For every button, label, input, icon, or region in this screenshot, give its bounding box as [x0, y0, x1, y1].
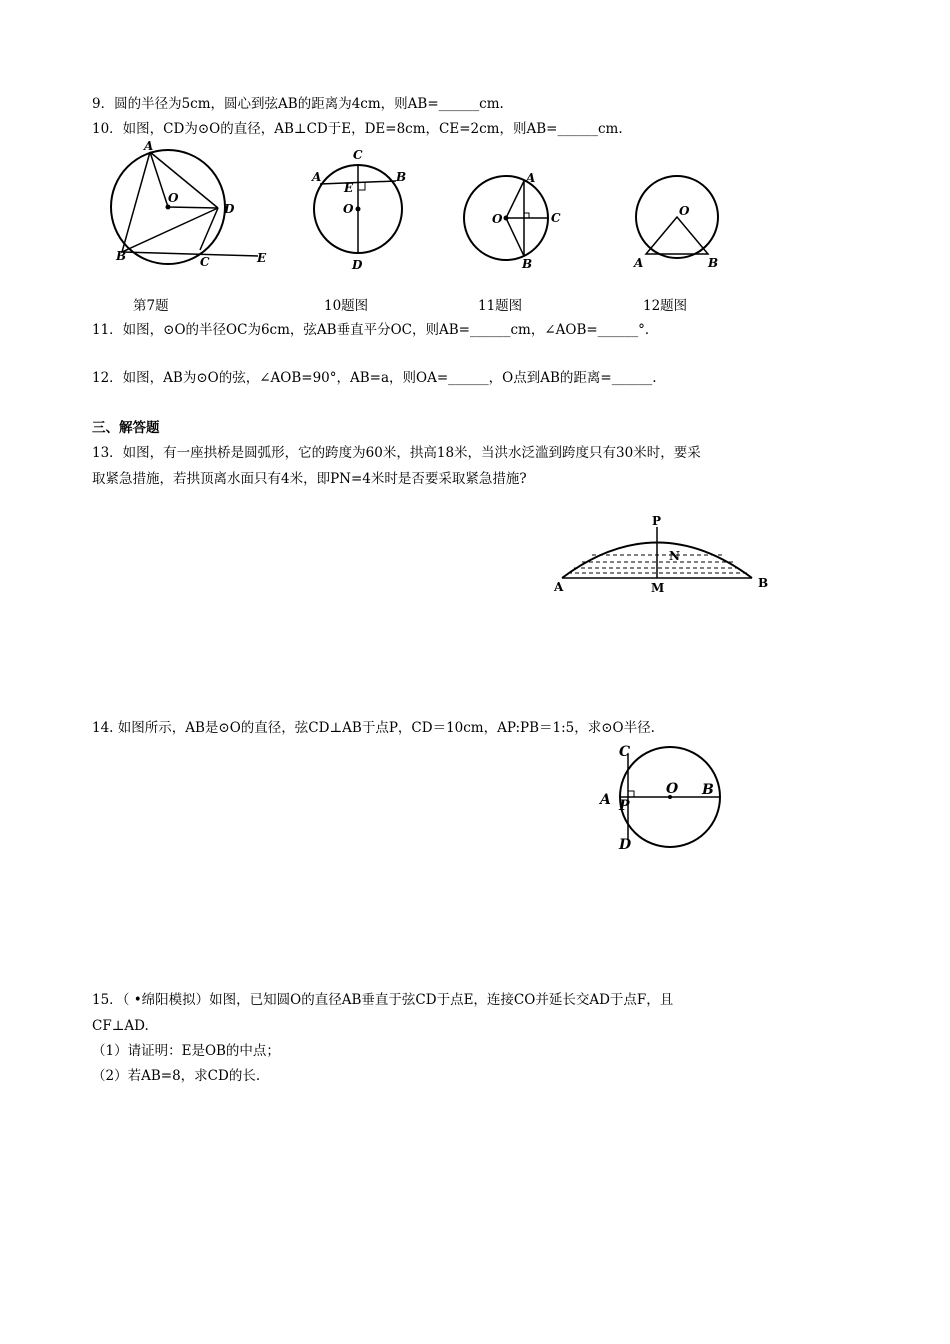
question-14: 14. 如图所示，AB是⊙O的直径，弦CD⊥AB于点P，CD＝10cm，AP:PB＝1:5，求⊙O半径. [92, 720, 655, 736]
fig13-label-m: M [651, 581, 665, 595]
fig10-label-o: O [343, 202, 354, 216]
figure-12 [628, 175, 728, 275]
fig13-label-a: A [554, 580, 564, 594]
fig13-label-p: P [652, 514, 662, 528]
question-13-line2: 取紧急措施，若拱顶离水面只有4米，即PN=4米时是否要采取紧急措施? [92, 471, 527, 487]
question-9: 9．圆的半径为5cm，圆心到弦AB的距离为4cm，则AB=______cm. [92, 96, 504, 112]
fig11-label-b: B [522, 257, 533, 271]
fig14-label-p: P [619, 798, 630, 814]
fig11-label-a: A [526, 171, 536, 185]
fig13-label-n: N [669, 549, 680, 563]
fig7-label-b: B [116, 249, 127, 263]
section-heading-answers: 三、解答题 [92, 420, 160, 436]
caption-fig7: 第7题 [133, 298, 169, 314]
question-15-part1: （1）请证明：E是OB的中点； [92, 1043, 280, 1059]
fig14-label-c: C [619, 744, 631, 760]
question-12: 12．如图，AB为⊙O的弦，∠AOB=90°，AB=a，则OA=______，O点到AB的距离=______. [92, 370, 657, 386]
question-13-line1: 13．如图，有一座拱桥是圆弧形，它的跨度为60米，拱高18米，当洪水泛滥到跨度只有30米时，要采 [92, 445, 701, 461]
fig10-label-a: A [312, 170, 322, 184]
figure-11 [458, 168, 568, 273]
fig10-label-e: E [344, 181, 354, 195]
figure-10 [308, 145, 418, 275]
fig10-label-d: D [352, 258, 363, 272]
fig14-label-d: D [619, 837, 632, 853]
fig10-label-b: B [396, 170, 407, 184]
caption-fig10: 10题图 [324, 298, 369, 314]
fig7-label-a: A [144, 139, 154, 153]
fig14-label-a: A [600, 792, 611, 808]
fig10-label-c: C [353, 148, 363, 162]
fig13-label-b: B [758, 576, 769, 590]
question-15-line2: CF⊥AD. [92, 1018, 149, 1034]
fig11-label-o: O [492, 212, 503, 226]
question-11: 11．如图，⊙O的半径OC为6cm，弦AB垂直平分OC，则AB=______cm，∠AOB=______°． [92, 322, 659, 338]
question-15-line1: 15．（ •绵阳模拟）如图，已知圆O的直径AB垂直于弦CD于点E，连接CO并延长交AD于点F，且 [92, 992, 674, 1008]
fig7-label-d: D [224, 202, 235, 216]
figure-14 [598, 742, 728, 857]
question-15-part2: （2）若AB=8，求CD的长. [92, 1068, 261, 1084]
question-10: 10．如图，CD为⊙O的直径，AB⊥CD于E，DE=8cm，CE=2cm，则AB=______cm. [92, 121, 623, 137]
fig12-label-b: B [708, 256, 719, 270]
fig12-label-o: O [679, 204, 690, 218]
fig12-label-a: A [634, 256, 644, 270]
fig14-label-o: O [666, 781, 679, 797]
fig7-label-e: E [257, 251, 267, 265]
fig7-label-c: C [200, 255, 210, 269]
fig14-label-b: B [702, 782, 714, 798]
caption-fig11: 11题图 [478, 298, 523, 314]
caption-fig12: 12题图 [643, 298, 688, 314]
fig11-label-c: C [551, 211, 561, 225]
figure-13-arch-bridge [552, 515, 772, 600]
figure-7 [100, 140, 275, 270]
fig7-label-o: O [168, 191, 179, 205]
